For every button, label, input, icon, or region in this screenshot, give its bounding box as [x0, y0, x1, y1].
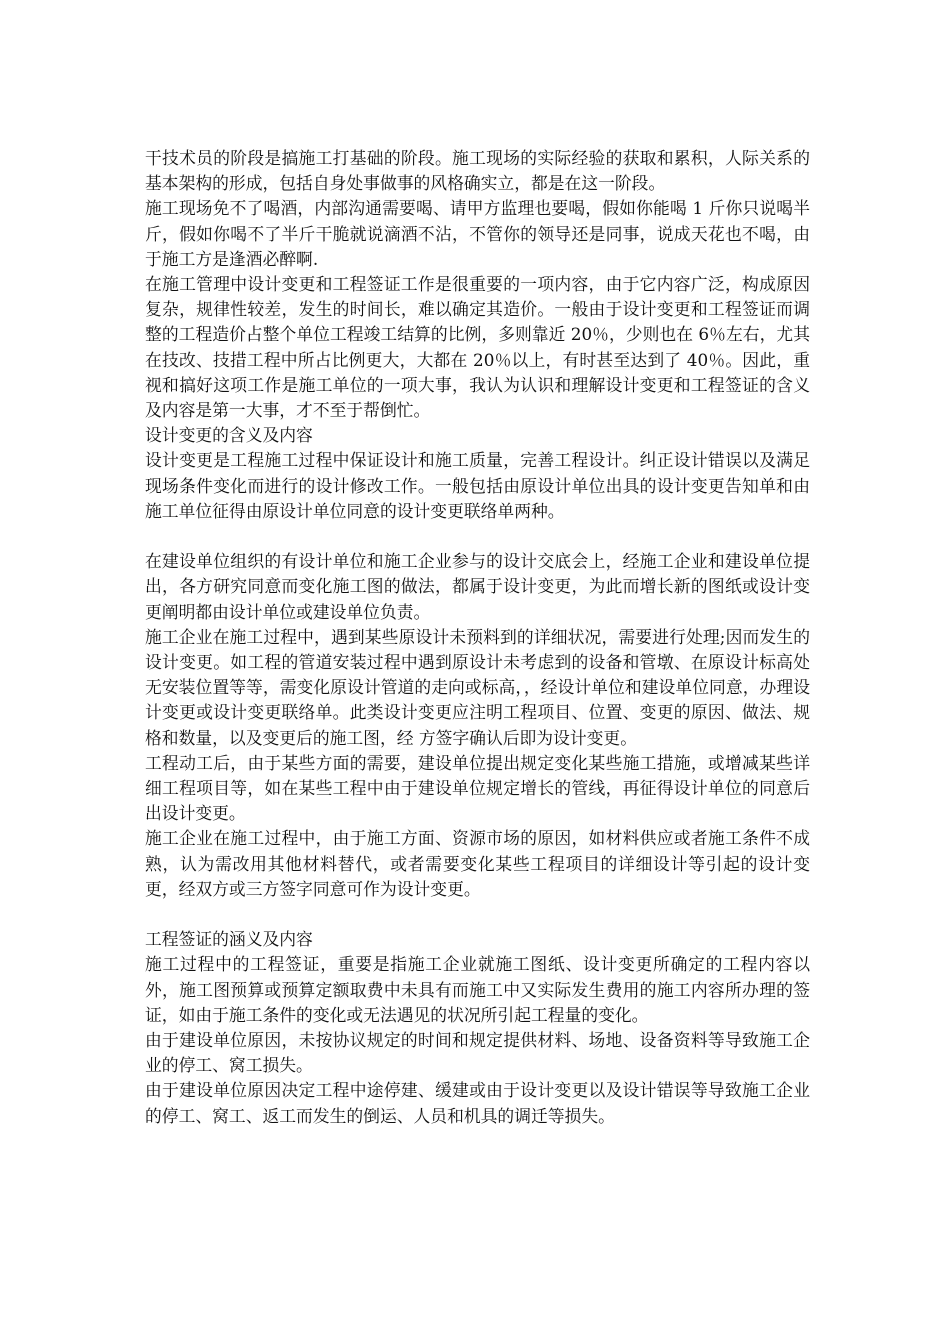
paragraph-construction-unexpected: 施工企业在施工过程中，遇到某些原设计未预料到的详细状况，需要进行处理;因而发生的设计变更。如工程的管道安装过程中遇到原设计未考虑到的设备和管墩、在原设计标高处无安装位置等等，需变化原设计管道的走向或标高，，经设计单位和建设单位同意，办理设计变更或设计变更联络单。此类设计变更应注明工程项目、位置、变更的原因、做法、规格和数量，以及变更后的施工图，经 方签字确认后即为设计变更。 [145, 626, 810, 748]
blank-line [145, 902, 810, 927]
heading-engineering-visa: 工程签证的涵义及内容 [145, 929, 313, 950]
paragraph-design-change-definition: 设计变更是工程施工过程中保证设计和施工质量，完善工程设计。纠正设计错误以及满足现场条件变化而进行的设计修改工作。一般包括由原设计单位出具的设计变更告知单和由施工单位征得由原设计单位同意的设计变更联络单两种。 [145, 450, 810, 521]
paragraph-visa-definition: 施工过程中的工程签证，重要是指施工企业就施工图纸、设计变更所确定的工程内容以外，施工图预算或预算定额取费中未具有而施工中又实际发生费用的施工内容所办理的签证，如由于施工条件的变化或无法遇见的状况所引起工程量的变化。 [145, 954, 810, 1025]
paragraph-drinking: 施工现场免不了喝酒，内部沟通需要喝、请甲方监理也要喝，假如你能喝 1 斤你只说喝半斤，假如你喝不了半斤干脆就说滴酒不沾，不管你的领导还是同事，说成天花也不喝，由于施工方是逢酒必醉啊. [145, 198, 810, 269]
paragraph-design-disclosure-meeting: 在建设单位组织的有设计单位和施工企业参与的设计交底会上，经施工企业和建设单位提出，各方研究同意而变化施工图的做法，都属于设计变更，为此而增长新的图纸或设计变更阐明都由设计单位或建设单位负责。 [145, 551, 810, 622]
document-body [145, 146, 810, 1129]
heading-design-change: 设计变更的含义及内容 [145, 425, 313, 446]
paragraph-material-substitution: 施工企业在施工过程中，由于施工方面、资源市场的原因，如材料供应或者施工条件不成熟，认为需改用其他材料替代，或者需要变化某些工程项目的详细设计等引起的设计变更，经双方或三方签字同意可作为设计变更。 [145, 828, 810, 899]
paragraph-owner-delay-losses: 由于建设单位原因，未按协议规定的时间和规定提供材料、场地、设备资料等导致施工企业的停工、窝工损失。 [145, 1030, 810, 1076]
paragraph-change-visa-importance: 在施工管理中设计变更和工程签证工作是很重要的一项内容，由于它内容广泛，构成原因复杂，规律性较差，发生的时间长，难以确定其造价。一般由于设计变更和工程签证而调整的工程造价占整个单位工程竣工结算的比例，多则靠近 20％，少则也在 6％左右，尤其在技改、技措工程中所占比例更大，大都在 20％以上，有时甚至达到了 40％。因此，重视和搞好这项工作是施工单位的一项大事，我认为认识和理解设计变更和工程签证的含义及内容是第一大事，才不至于帮倒忙。 [145, 274, 810, 421]
paragraph-technician-stage: 干技术员的阶段是搞施工打基础的阶段。施工现场的实际经验的获取和累积，人际关系的基本架构的形成，包括自身处事做事的风格确实立，都是在这一阶段。 [145, 148, 810, 194]
paragraph-suspension-losses: 由于建设单位原因决定工程中途停建、缓建或由于设计变更以及设计错误等导致施工企业的停工、窝工、返工而发生的倒运、人员和机具的调迁等损失。 [145, 1080, 810, 1126]
blank-line [145, 524, 810, 549]
paragraph-owner-requested-change: 工程动工后，由于某些方面的需要，建设单位提出规定变化某些施工措施，或增减某些详细工程项目等，如在某些工程中由于建设单位规定增长的管线，再征得设计单位的同意后出设计变更。 [145, 752, 810, 824]
